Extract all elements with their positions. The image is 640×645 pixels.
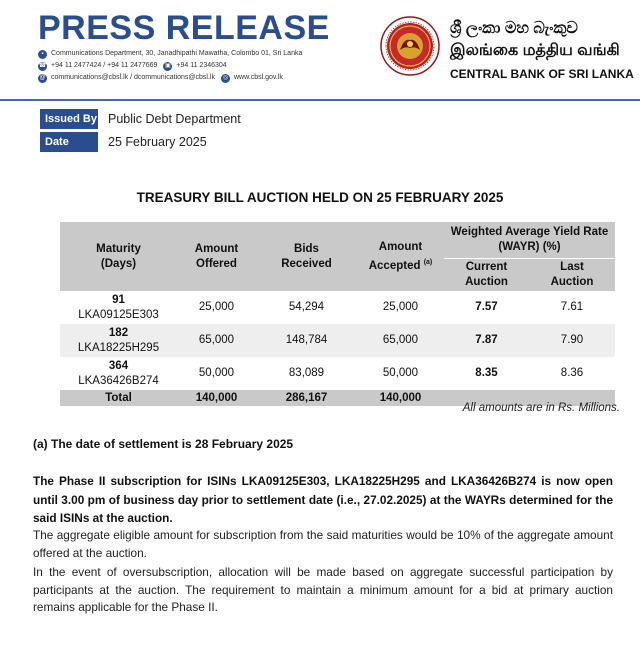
cell-bids: 148,784 (256, 324, 357, 357)
cell-maturity: 182 LKA18225H295 (60, 324, 177, 357)
contact-address (38, 49, 302, 59)
cell-offered: 50,000 (198, 367, 235, 379)
cell-offered: 25,000 (198, 301, 235, 313)
cell-accepted: 50,000 (382, 367, 419, 379)
header-amount-accepted: Amount Accepted $^{(a)}$ (357, 222, 444, 291)
total-label: Total (60, 390, 177, 406)
bank-name-tamil: இலங்கை மத்திய வங்கி (450, 42, 620, 59)
header-current-auction: Current Auction (444, 259, 529, 292)
address-text: Communications Department, 30, Janadhipathi Mawatha, Colombo 01, Sri Lanka (51, 50, 303, 57)
location-icon: ▪ (38, 50, 47, 59)
total-accepted: 140,000 (357, 390, 444, 406)
bank-name-english: CENTRAL BANK OF SRI LANKA (450, 67, 634, 81)
cell-last-yield: 8.36 (560, 367, 584, 379)
header-maturity: Maturity (Days) (60, 222, 177, 291)
document-title: TREASURY BILL AUCTION HELD ON 25 FEBRUARY 2025 (136, 190, 504, 205)
press-release-header (0, 0, 640, 102)
bank-name-sinhala: ශ්‍රී ලංකා මහ බැංකුව (450, 20, 578, 37)
cell-maturity: 91 LKA09125E303 (78, 293, 159, 321)
amounts-note: All amounts are in Rs. Millions. (462, 402, 620, 414)
table-row (60, 357, 615, 390)
cell-bids: 54,294 (288, 301, 325, 313)
eligible-amount-paragraph: The aggregate eligible amount for subscription from the said maturities would be 10% of the aggregate amount offered at the auction. (33, 528, 613, 560)
cell-accepted: 65,000 (357, 324, 444, 357)
contact-phone (38, 61, 227, 71)
cell-current-yield: 8.35 (475, 367, 498, 379)
email-icon: @ (39, 74, 46, 81)
contact-email (38, 73, 283, 83)
email-text[interactable]: communications@cbsl.lk / dcommunications@cbsl.lk (51, 74, 215, 81)
fax-text: +94 11 2346304 (176, 62, 227, 69)
table-row (60, 291, 615, 324)
oversubscription-paragraph: In the event of oversubscription, allocation will be made based on aggregate successful participation by participants at the auction. The requirement to maintain a minimum amount for a bid at primary auction remains applicable for the Phase II. (33, 565, 613, 614)
cbsl-seal-logo (380, 16, 440, 76)
header-wayr: Weighted Average Yield Rate (WAYR) (%) (444, 222, 615, 259)
fax-icon: ▣ (165, 62, 171, 69)
press-release-title: PRESS RELEASE (38, 9, 330, 47)
header-bids-received: Bids Received (256, 222, 357, 291)
phone-text: +94 11 2477424 / +94 11 2477669 (51, 62, 158, 69)
cell-maturity: 364 LKA36426B274 (78, 359, 159, 387)
cell-bids: 83,089 (288, 367, 325, 379)
cell-accepted: 25,000 (382, 301, 419, 313)
cell-last-yield: 7.90 (529, 324, 615, 357)
header-amount-offered: Amount Offered (177, 222, 256, 291)
date-label: Date (40, 132, 98, 152)
header-last-auction: Last Auction (529, 259, 615, 292)
table-header-row (60, 222, 615, 259)
cell-current-yield: 7.57 (475, 301, 498, 313)
auction-results-table (60, 222, 615, 406)
header-divider (0, 99, 640, 101)
issued-by-label: Issued By (40, 109, 98, 129)
phase-two-paragraph: The Phase II subscription for ISINs LKA09125E303, LKA18225H295 and LKA36426B274 is now open until 3.00 pm of business day prior to settlement date (i.e., 27.02.2025) at the WAYRs determined for the said ISINs at the auction. (33, 474, 613, 525)
web-icon: ◎ (222, 74, 229, 81)
phone-icon: ☎ (38, 62, 47, 69)
settlement-note: (a) The date of settlement is 28 February 2025 (33, 437, 294, 451)
total-bids: 286,167 (256, 390, 357, 406)
cell-last-yield: 7.61 (560, 301, 584, 313)
date-value: 25 February 2025 (108, 135, 207, 149)
cell-offered: 65,000 (177, 324, 256, 357)
table-row (60, 324, 615, 357)
total-offered: 140,000 (177, 390, 256, 406)
website-text[interactable]: www.cbsl.gov.lk (234, 74, 283, 81)
cell-current-yield: 7.87 (444, 324, 529, 357)
issued-by-value: Public Debt Department (108, 112, 241, 126)
